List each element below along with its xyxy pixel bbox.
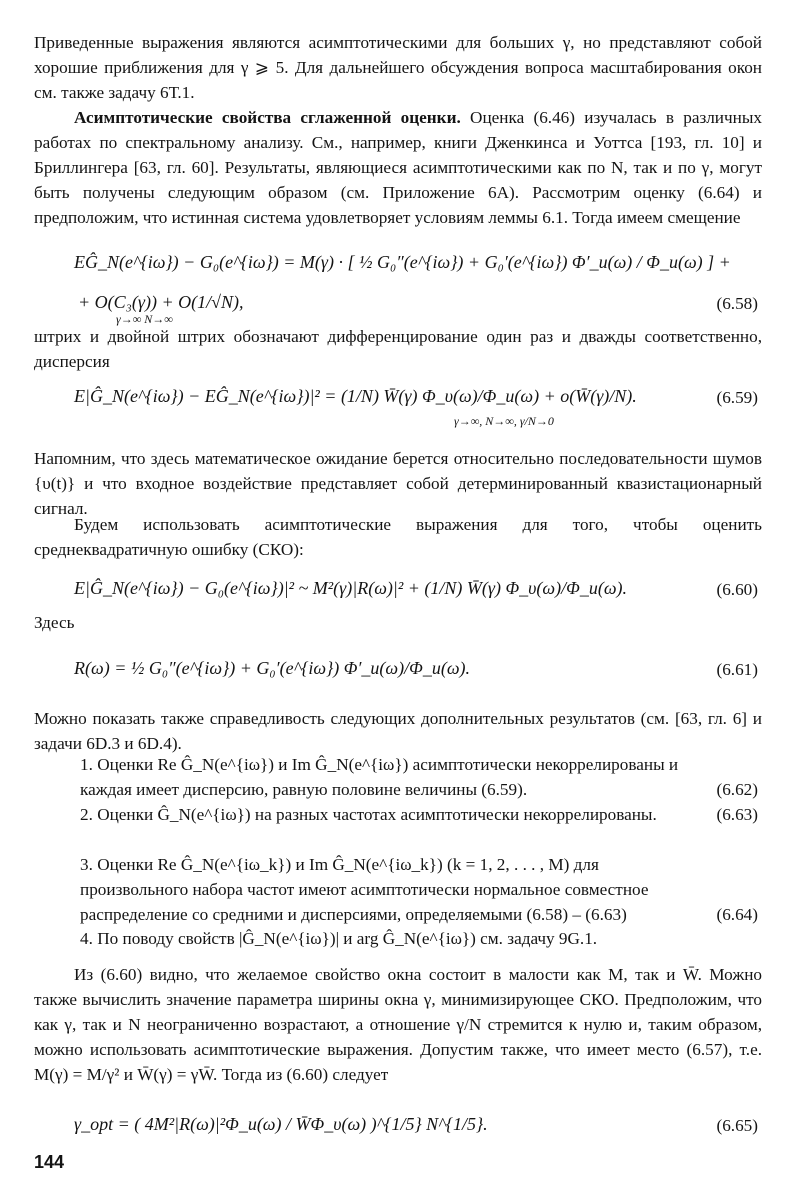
equation-6-60 <box>34 572 762 612</box>
paragraph-reminder: Напомним, что здесь математическое ожидание берется относительно последовательности шумов {υ(t)} и что входное воздействие представляет собой детерминированный квазистационарный сигнал. <box>34 449 762 518</box>
equation-6-58-limits: γ→∞ N→∞ <box>116 312 173 326</box>
result-item-3-number: (6.64) <box>716 905 758 924</box>
paragraph-intro: Приведенные выражения являются асимптотическими для больших γ, но представляют собой хорошие приближения для γ ⩾ 5. Для дальнейшего обсуждения вопроса масштабирования окон см. также задачу 6Т.1. <box>34 33 762 102</box>
paragraph-mse: Будем использовать асимптотические выражения для того, чтобы оценить среднеквадратичную ошибку (СКО): <box>34 515 762 559</box>
equation-6-65 <box>34 1108 762 1154</box>
result-item-3-text: 3. Оценки Re Ĝ_N(e^{iω_k}) и Im Ĝ_N(e^{iω_k}) (k = 1, 2, . . . , M) для произвольного набора частот имеют асимптотически нормальное совместное распределение со средними и дисперсиями, определяемыми (6.58) – (6.63) <box>80 855 649 924</box>
equation-6-59-limits: γ→∞, N→∞, γ/N→0 <box>454 414 554 428</box>
paragraph-derivatives: штрих и двойной штрих обозначают дифференцирование один раз и дважды соответственно, дисперсия <box>34 327 762 371</box>
result-item-1-number: (6.62) <box>716 780 758 799</box>
equation-6-58-terms: + O(C₃(γ)) + O(1/√N), <box>78 292 244 312</box>
equation-6-59 <box>34 380 762 436</box>
paragraph-asymptotic-body: Оценка (6.46) изучалась в различных работах по спектральному анализу. См., например, книги Дженкинса и Уоттса [193, гл. 10] и Бриллингера [63, гл. 60]. Результаты, являющиеся асимптотическими как по N, так и по γ, могут быть получены следующим образом (см. Приложение 6А). Рассмотрим оценку (6.64) и предположим, что истинная система удовлетворяет условиям леммы 6.1. Тогда имеем смещение <box>34 108 762 227</box>
result-item-1 <box>34 752 762 802</box>
result-item-2-text: 2. Оценки Ĝ_N(e^{iω}) на разных частотах асимптотически некоррелированы. <box>80 805 657 824</box>
paragraph-window-optimal: Из (6.60) видно, что желаемое свойство окна состоит в малости как M, так и W̄. Можно также вычислить значение параметра ширины окна γ, минимизирующее СКО. Предположим, что как γ, так и N неограниченно возрастают, а отношение γ/N стремится к нулю и, таким образом, можно использовать асимптотические выражения. Допустим также, что имеет место (6.57), т.е. M(γ) = M/γ² и W̄(γ) = γW̄. Тогда из (6.60) следует <box>34 965 762 1084</box>
result-item-1-text: 1. Оценки Re Ĝ_N(e^{iω}) и Im Ĝ_N(e^{iω}) асимптотически некоррелированы и каждая имеет дисперсию, равную половине величины (6.59). <box>80 755 679 799</box>
equation-6-58-line1 <box>34 246 762 286</box>
equation-6-61-expr: R(ω) = ½ G₀″(e^{iω}) + G₀′(e^{iω}) Φ′_u(ω)/Φ_u(ω). <box>74 658 471 678</box>
equation-number-6-58: (6.58) <box>716 294 758 313</box>
result-item-4 <box>34 926 762 951</box>
equation-6-58-expr: EĜ_N(e^{iω}) − G₀(e^{iω}) = M(γ) · [ ½ G₀″(e^{iω}) + G₀′(e^{iω}) Φ′_u(ω) / Φ_u(ω) ] + <box>74 252 731 272</box>
equation-6-59-expr: E|Ĝ_N(e^{iω}) − EĜ_N(e^{iω})|² = (1/N) W̄(γ) Φ_υ(ω)/Φ_u(ω) + o(W̄(γ)/N). <box>74 386 637 406</box>
equation-6-60-expr: E|Ĝ_N(e^{iω}) − G₀(e^{iω})|² ~ M²(γ)|R(ω)|² + (1/N) W̄(γ) Φ_υ(ω)/Φ_u(ω). <box>74 578 628 598</box>
paragraph-asymptotic <box>34 105 762 230</box>
paragraph-additional: Можно показать также справедливость следующих дополнительных результатов (см. [63, гл. 6] и задачи 6D.3 и 6D.4). <box>34 709 762 753</box>
equation-6-61 <box>34 652 762 692</box>
result-item-3 <box>34 852 762 927</box>
result-item-2-number: (6.63) <box>716 805 758 824</box>
result-item-2 <box>34 802 762 827</box>
equation-number-6-61: (6.61) <box>716 660 758 679</box>
section-heading: Асимптотические свойства сглаженной оценки. <box>74 108 461 127</box>
page-number: 144 <box>34 1152 65 1172</box>
equation-number-6-59: (6.59) <box>716 388 758 407</box>
result-item-4-text: 4. По поводу свойств |Ĝ_N(e^{iω})| и arg Ĝ_N(e^{iω}) см. задачу 9G.1. <box>80 929 598 948</box>
paragraph-here: Здесь <box>34 613 75 632</box>
equation-number-6-65: (6.65) <box>716 1116 758 1135</box>
equation-number-6-60: (6.60) <box>716 580 758 599</box>
equation-6-65-expr: γ_opt = ( 4M²|R(ω)|²Φ_u(ω) / W̄Φ_υ(ω) )^{1/5} N^{1/5}. <box>74 1114 488 1134</box>
